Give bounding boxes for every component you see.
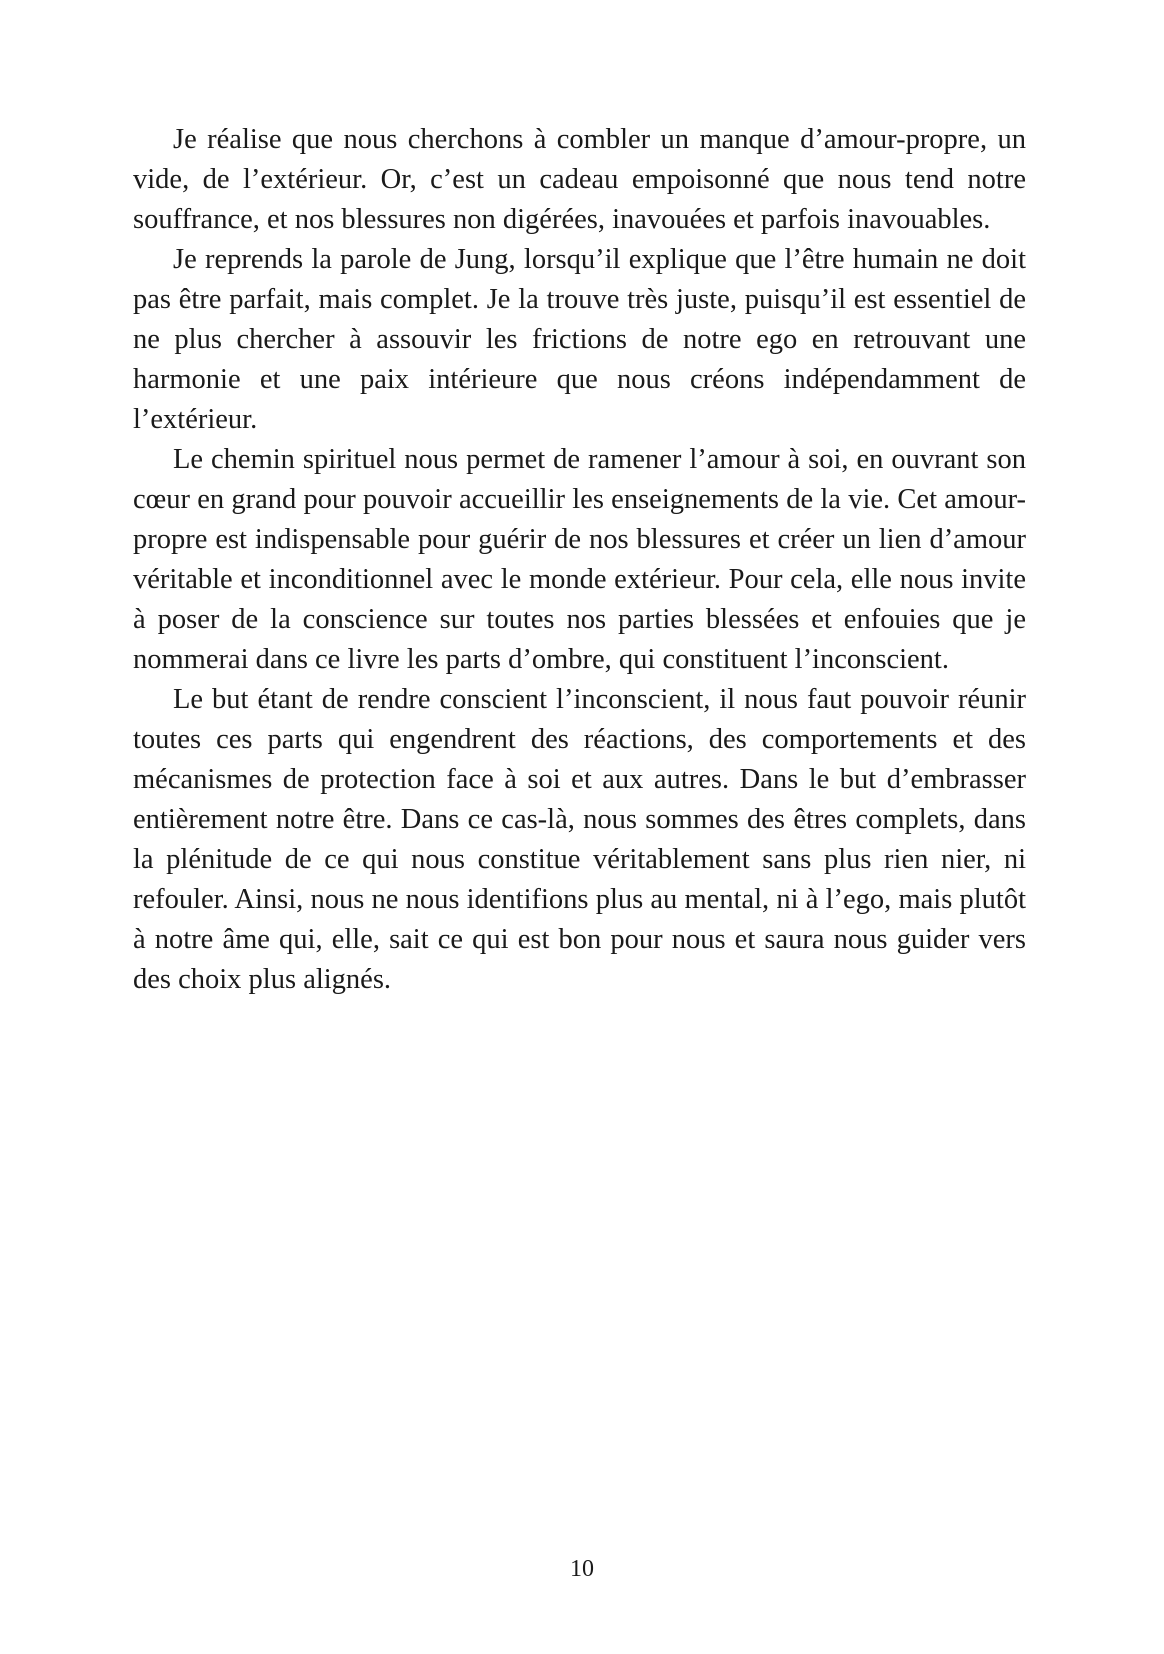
- paragraph: Le but étant de rendre conscient l’inconscient, il nous faut pouvoir réunir toutes ces parts qui engendrent des réactions, des comportements et des mécanismes de protection face à soi et aux autres. Dans le but d’embrasser entièrement notre être. Dans ce cas-là, nous sommes des êtres complets, dans la plénitude de ce qui nous constitue véritablement sans plus rien nier, ni refouler. Ainsi, nous ne nous identifions plus au mental, ni à l’ego, mais plutôt à notre âme qui, elle, sait ce qui est bon pour nous et saura nous guider vers des choix plus alignés.: [133, 684, 1026, 995]
- paragraph: Le chemin spirituel nous permet de ramener l’amour à soi, en ouvrant son cœur en grand pour pouvoir accueillir les enseignements de la vie. Cet amour-propre est indispensable pour guérir de nos blessures et créer un lien d’amour véritable et inconditionnel avec le monde extérieur. Pour cela, elle nous invite à poser de la conscience sur toutes nos parties blessées et enfouies que je nommerai dans ce livre les parts d’ombre, qui constituent l’inconscient.: [133, 444, 1026, 675]
- paragraph: Je reprends la parole de Jung, lorsqu’il explique que l’être humain ne doit pas être parfait, mais complet. Je la trouve très juste, puisqu’il est essentiel de ne plus chercher à assouvir les frictions de notre ego en retrouvant une harmonie et une paix intérieure que nous créons indépendamment de l’extérieur.: [133, 244, 1026, 435]
- body-text: [133, 120, 1026, 1000]
- page-number: 10: [570, 1556, 594, 1582]
- paragraph: Je réalise que nous cherchons à combler un manque d’amour-propre, un vide, de l’extérieur. Or, c’est un cadeau empoisonné que nous tend notre souffrance, et nos blessures non digérées, inavouées et parfois inavouables.: [133, 124, 1026, 235]
